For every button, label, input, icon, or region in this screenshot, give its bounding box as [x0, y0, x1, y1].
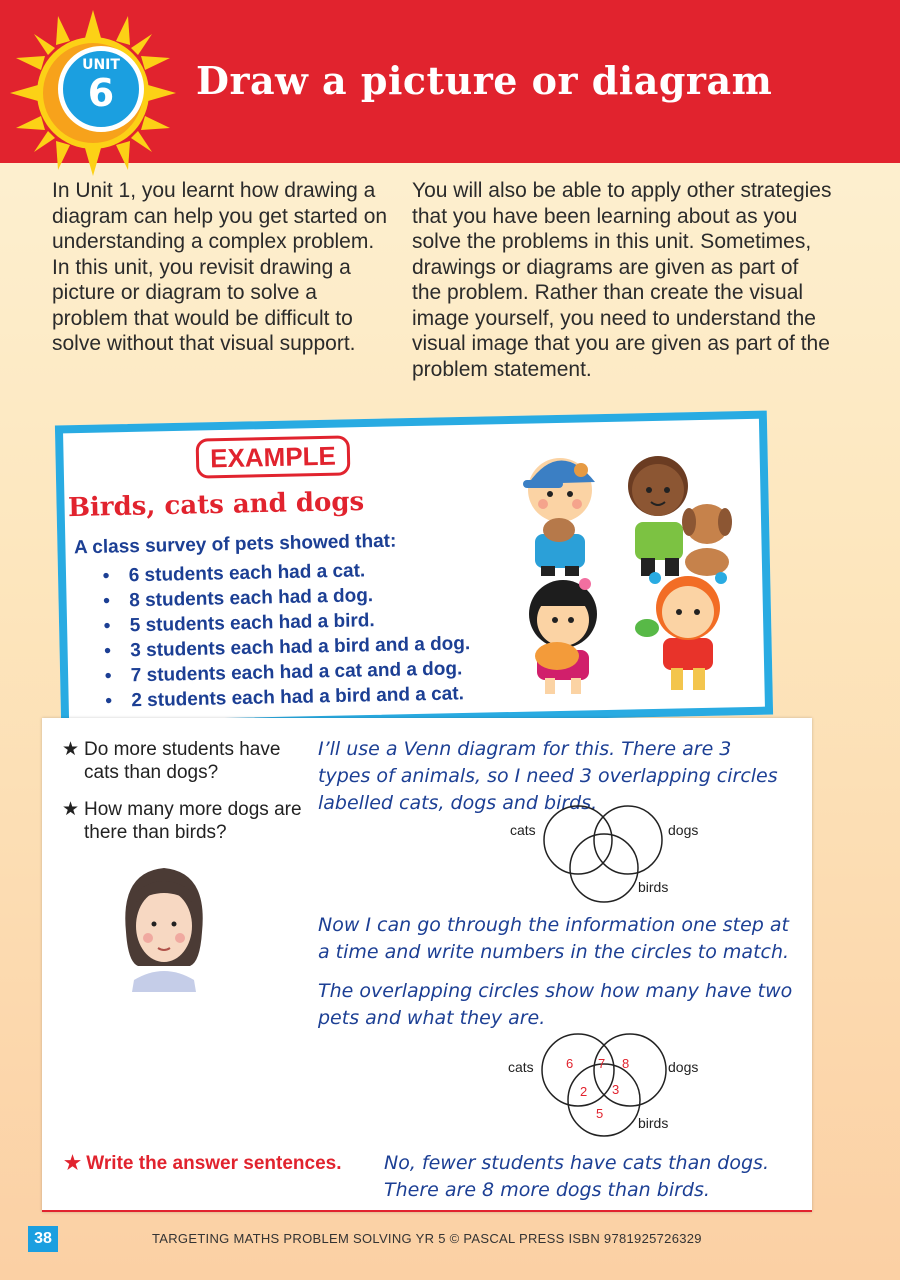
question-text: How many more dogs are there than birds? — [84, 799, 302, 843]
venn-value-dog-bird: 3 — [612, 1082, 620, 1097]
venn-label-birds: birds — [638, 1115, 669, 1131]
working-paragraph-3: The overlapping circles show how many have two pets and what they are. — [318, 980, 793, 1029]
example-title: Birds, cats and dogs — [67, 486, 365, 524]
venn-label-birds: birds — [638, 879, 669, 895]
list-item: • 6 students each had a cat. — [102, 556, 468, 589]
venn-value-dog-only: 8 — [622, 1056, 630, 1071]
girl-with-bird-icon — [635, 572, 727, 690]
dogs-circle — [594, 806, 662, 874]
birds-circle — [568, 1064, 640, 1136]
intro-right-paragraph: You will also be able to apply other strategies that you have been learning about as you solve the problems in this unit. Sometimes, drawings or diagrams are given as part of the problem. Rather than create the visual image yourself, you need to understand the visual image that you are given as part of the problem statement. — [412, 179, 832, 381]
answer-sentences — [384, 1150, 769, 1204]
cats-circle — [544, 806, 612, 874]
star-icon: ★ — [62, 799, 80, 820]
list-item: • 8 students each had a dog. — [103, 581, 469, 614]
girl-avatar — [116, 862, 212, 992]
question-text: Do more students have cats than dogs? — [84, 739, 281, 783]
venn-diagram-filled — [500, 1030, 720, 1140]
venn-label-cats: cats — [508, 1059, 534, 1075]
unit-word: UNIT — [82, 57, 120, 73]
question-1 — [62, 738, 312, 784]
page-title: Draw a picture or diagram — [196, 58, 773, 103]
venn-label-dogs: dogs — [668, 822, 699, 838]
survey-intro: A class survey of pets showed that: — [73, 530, 397, 559]
example-badge: EXAMPLE — [196, 435, 351, 478]
kids-with-pets-illustration — [515, 442, 755, 700]
list-item: • 3 students each had a bird and a dog. — [104, 631, 470, 664]
intro-left-paragraph: In Unit 1, you learnt how drawing a diagram can help you get started on understanding a complex problem. In this unit, you revisit drawing a picture or diagram to solve a problem that would be difficult to solve without that visual support. — [52, 179, 388, 355]
girl-with-cat-icon — [529, 578, 597, 694]
card-divider — [42, 1210, 812, 1212]
boy-with-dog-icon — [628, 456, 732, 576]
answer-line-2: There are 8 more dogs than birds. — [384, 1179, 710, 1201]
unit-number-badge — [58, 46, 144, 132]
venn-value-cat-dog: 7 — [598, 1056, 606, 1071]
venn-value-cat-bird: 2 — [580, 1084, 588, 1099]
birds-circle — [570, 834, 638, 902]
working-paragraph-2: Now I can go through the information one step at a time and write numbers in the circles to match. — [318, 914, 790, 963]
page-number: 38 — [28, 1226, 58, 1252]
answer-prompt: ★ Write the answer sentences. — [64, 1153, 342, 1174]
answer-line-1: No, fewer students have cats than dogs. — [384, 1152, 769, 1174]
venn-value-bird-only: 5 — [596, 1106, 604, 1121]
list-item: • 2 students each had a bird and a cat. — [105, 681, 471, 714]
survey-list — [102, 556, 471, 714]
list-item: • 5 students each had a bird. — [104, 606, 470, 639]
boy-with-puppy-icon — [523, 458, 595, 576]
venn-label-cats: cats — [510, 822, 536, 838]
unit-number: 6 — [87, 71, 115, 115]
venn-diagram-empty — [500, 800, 720, 904]
venn-label-dogs: dogs — [668, 1059, 699, 1075]
star-icon: ★ — [62, 739, 80, 760]
footer-credit: TARGETING MATHS PROBLEM SOLVING YR 5 © PASCAL PRESS ISBN 9781925726329 — [152, 1231, 702, 1246]
venn-value-cat-only: 6 — [566, 1056, 574, 1071]
list-item: • 7 students each had a cat and a dog. — [105, 656, 471, 689]
question-2 — [62, 798, 312, 844]
working-paragraph-1: I’ll use a Venn diagram for this. There are 3 types of animals, so I need 3 overlapping circles labelled cats, dogs and birds. — [318, 738, 778, 814]
